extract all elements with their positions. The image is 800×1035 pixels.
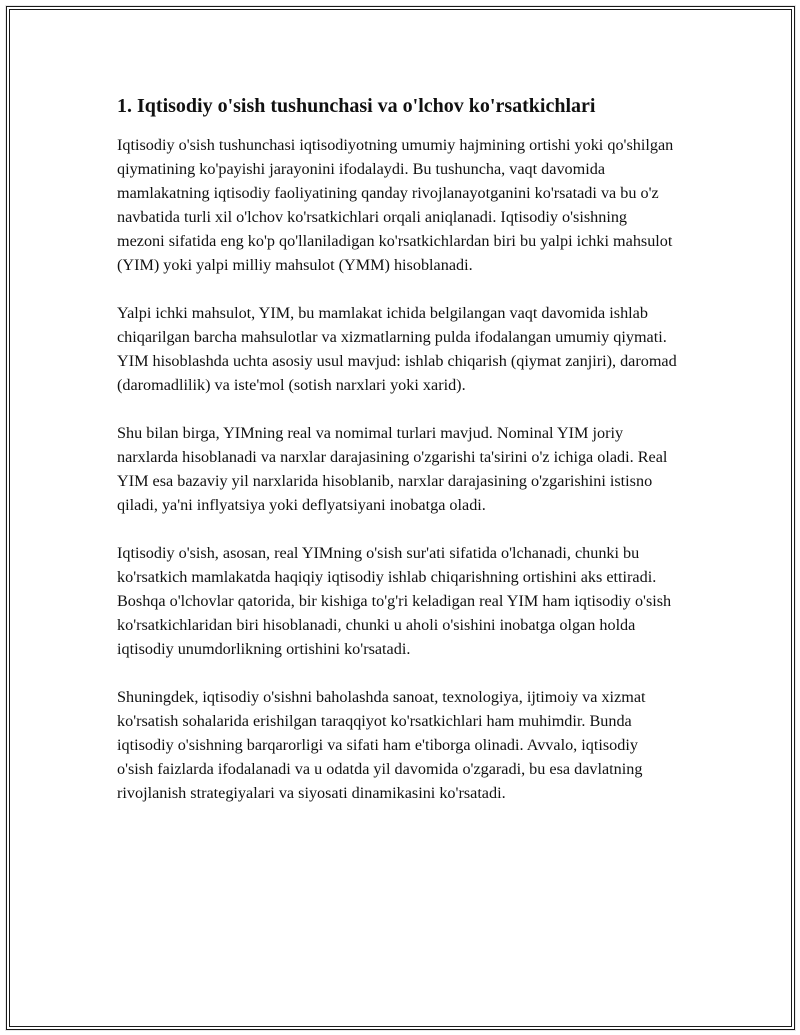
section-heading: 1. Iqtisodiy o'sish tushunchasi va o'lchov ko'rsatkichlari (117, 95, 596, 117)
paragraph-5: Shuningdek, iqtisodiy o'sishni baholashda sanoat, texnologiya, ijtimoiy va xizmat ko'rsatish sohalarida erishilgan taraqqiyot ko'rsatkichlari ham muhimdir. Bunda iqtisodiy o'sishning barqarorligi va sifati ham e'tiborga olinadi. Avvalo, iqtisodiy o'sish faizlarda ifodalanadi va u odatda yil davomida o'zgaradi, bu esa davlatning rivojlanish strategiyalari va siyosati dinamikasini ko'rsatadi. (117, 688, 646, 802)
paragraph-3: Shu bilan birga, YIMning real va nomimal turlari mavjud. Nominal YIM joriy narxlarda hisoblanadi va narxlar darajasining o'zgarishi ta'sirini o'z ichiga oladi. Real YIM esa bazaviy yil narxlarida hisoblanib, narxlar darajasining o'zgarishini istisno qiladi, ya'ni inflyatsiya yoki deflyatsiyani inobatga oladi. (117, 424, 668, 514)
paragraph-4: Iqtisodiy o'sish, asosan, real YIMning o'sish sur'ati sifatida o'lchanadi, chunki bu ko'rsatkich mamlakatda haqiqiy iqtisodiy ishlab chiqarishning ortishini aks ettiradi. Boshqa o'lchovlar qatorida, bir kishiga to'g'ri keladigan real YIM ham iqtisodiy o'sish ko'rsatkichlaridan biri hisoblanadi, chunki u aholi o'sishini inobatga olgan holda iqtisodiy unumdorlikning ortishini ko'rsatadi. (117, 544, 672, 658)
paragraph-1: Iqtisodiy o'sish tushunchasi iqtisodiyotning umumiy hajmining ortishi yoki qo'shilgan qiymatining ko'payishi jarayonini ifodalaydi. Bu tushuncha, vaqt davomida mamlakatning iqtisodiy faoliyatining qanday rivojlanayotganini ko'rsatadi va bu o'z navbatida turli xil o'lchov ko'rsatkichlari orqali aniqlanadi. Iqtisodiy o'sishning mezoni sifatida eng ko'p qo'llaniladigan ko'rsatkichlardan biri bu yalpi ichki mahsulot (YIM) yoki yalpi milliy mahsulot (YMM) hisoblanadi. (117, 136, 674, 274)
paragraph-2: Yalpi ichki mahsulot, YIM, bu mamlakat ichida belgilangan vaqt davomida ishlab chiqarilgan barcha mahsulotlar va xizmatlarning pulda ifodalangan umumiy qiymati. YIM hisoblashda uchta asosiy usul mavjud: ishlab chiqarish (qiymat zanjiri), daromad (daromadlilik) va iste'mol (sotish narxlari yoki xarid). (117, 304, 677, 394)
document-body (117, 93, 677, 829)
